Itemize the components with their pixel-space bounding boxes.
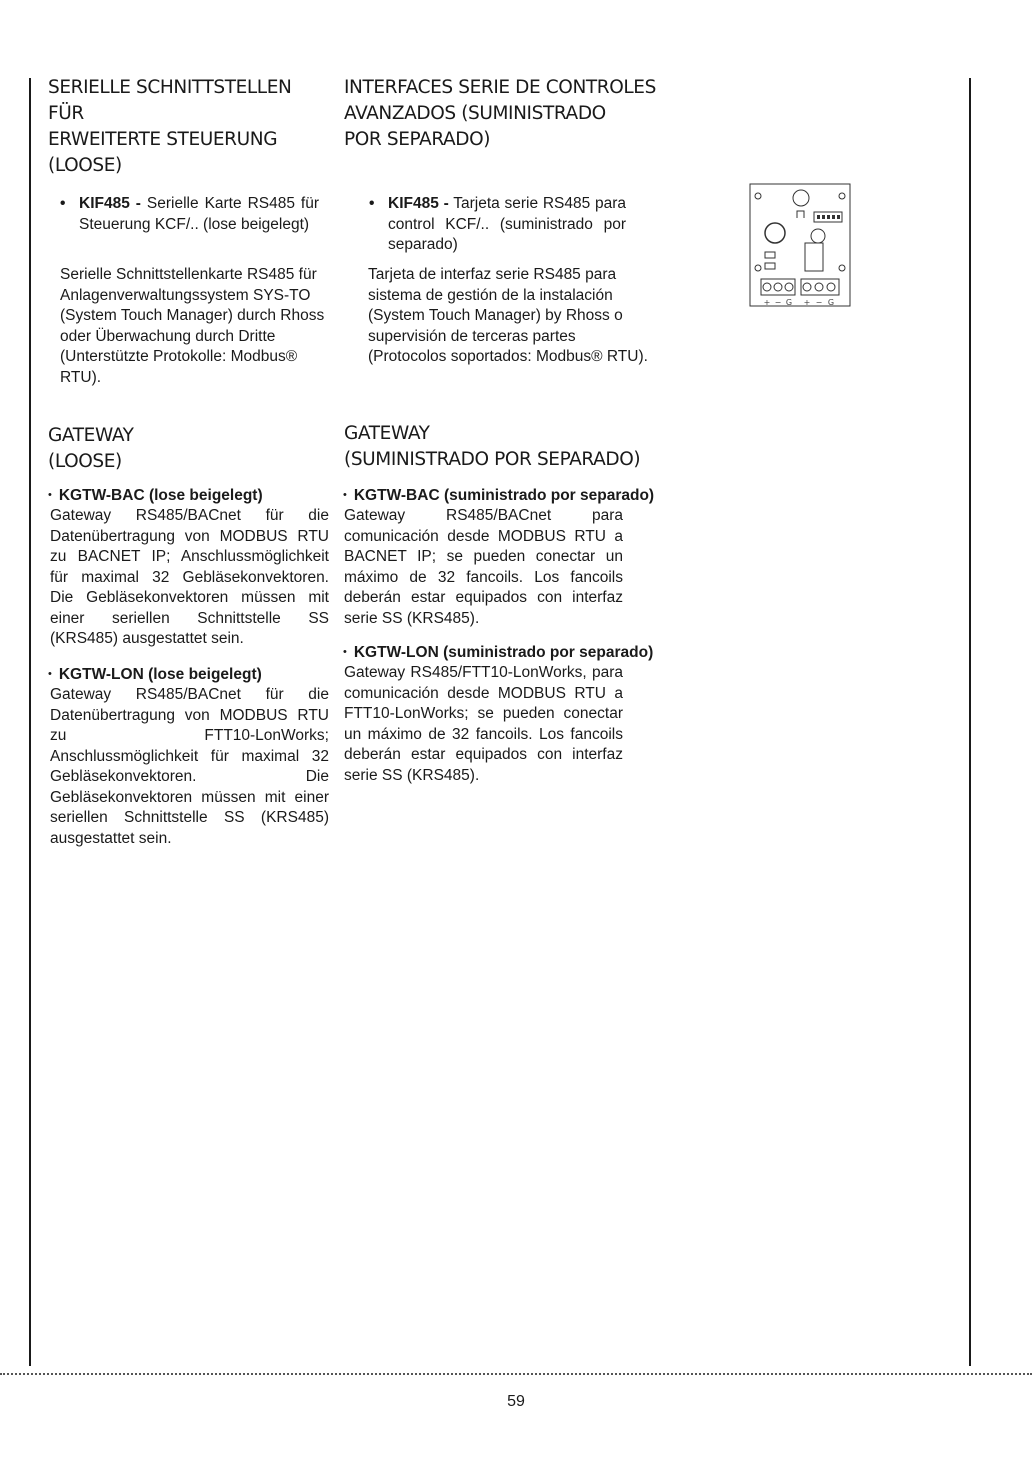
right-border xyxy=(969,78,971,1366)
bullet-icon: • xyxy=(343,646,347,658)
header-pin xyxy=(817,215,820,219)
de-kif485-item xyxy=(60,194,320,235)
es-gateway-heading: GATEWAY (SUMINISTRADO POR SEPARADO) xyxy=(344,423,641,470)
bullet-icon: • xyxy=(48,489,52,501)
de-kif485-description: Serielle Schnittstellenkarte RS485 für Anlagenverwaltungssystem SYS-TO (System Touch Manager) durch Rhoss oder Überwachung durch Dritte (Unterstützte Protokolle: Modbus® RTU). xyxy=(60,266,325,386)
board-component xyxy=(811,229,825,243)
board-component xyxy=(765,252,775,258)
bullet-icon: • xyxy=(60,195,66,212)
header-pin xyxy=(822,215,825,219)
de-kgtw-bac-title: • KGTW-BAC (lose beigelegt) xyxy=(48,487,263,504)
ic-chip xyxy=(805,243,823,271)
de-kgtw-lon-text: Gateway RS485/BACnet für die Datenübertragung von MODBUS RTU zu FTT10-LonWorks; Anschlussmöglichkeit für maximal 32 Gebläsekonvektoren. Die Gebläsekonvektoren müssen mit einer seriellen Schnittstelle SS (KRS485) ausgestattet sein. xyxy=(50,686,329,847)
terminal-screw xyxy=(763,283,771,291)
es-section-heading: INTERFACES SERIE DE CONTROLES AVANZADOS (SUMINISTRADO POR SEPARADO) xyxy=(344,77,656,150)
header-pin xyxy=(827,215,830,219)
es-kif485-text: Tarjeta serie RS485 para control KCF/.. (suministrado por separado) xyxy=(388,195,626,253)
header-pin xyxy=(837,215,840,219)
es-kif485-code: KIF485 - xyxy=(388,195,449,212)
terminal-label: − xyxy=(774,298,782,307)
mounting-hole xyxy=(839,193,845,199)
terminal-label: + xyxy=(763,298,771,307)
terminal-screw xyxy=(815,283,823,291)
terminal-label: G xyxy=(785,298,793,307)
kif485-board-illustration xyxy=(749,183,851,307)
mounting-hole xyxy=(755,265,761,271)
terminal-screw xyxy=(785,283,793,291)
de-kif485-text: Serielle Karte RS485 für Steuerung KCF/.. (lose beigelegt) xyxy=(79,195,320,233)
es-kif485-description: Tarjeta de interfaz serie RS485 para sistema de gestión de la instalación (System Touch Manager) by Rhoss o supervisión de terceras partes (Protocolos soportados: Modbus® RTU). xyxy=(368,266,648,365)
de-gateway-heading: GATEWAY (LOOSE) xyxy=(48,425,134,472)
board-component xyxy=(765,223,785,243)
header-pin xyxy=(832,215,835,219)
es-kgtw-bac-title: • KGTW-BAC (suministrado por separado) xyxy=(343,487,655,504)
bullet-icon: • xyxy=(343,489,347,501)
footer-divider xyxy=(0,1373,1032,1375)
bullet-icon: • xyxy=(48,668,52,680)
board-component xyxy=(765,263,775,269)
terminal-screw xyxy=(803,283,811,291)
es-kgtw-lon-title: • KGTW-LON (suministrado por separado) xyxy=(343,644,654,661)
left-border xyxy=(29,78,31,1366)
de-section-heading: SERIELLE SCHNITTSTELLEN FÜR ERWEITERTE STEUERUNG (LOOSE) xyxy=(48,77,292,176)
de-kgtw-lon-title: • KGTW-LON (lose beigelegt) xyxy=(48,666,262,683)
board-component xyxy=(797,211,804,218)
terminal-block xyxy=(761,279,795,295)
terminal-screw xyxy=(774,283,782,291)
es-kgtw-bac-text: Gateway RS485/BACnet para comunicación desde MODBUS RTU a BACNET IP; se pueden conectar un máximo de 32 fancoils. Los fancoils deberán estar equipados con interfaz serie SS (KRS485). xyxy=(344,507,623,627)
terminal-label: G xyxy=(827,298,835,307)
terminal-block xyxy=(801,279,839,295)
terminal-screw xyxy=(827,283,835,291)
de-kif485-code: KIF485 - xyxy=(79,195,141,212)
terminal-label: − xyxy=(815,298,823,307)
mounting-hole xyxy=(755,193,761,199)
board-component xyxy=(793,190,809,206)
de-kgtw-bac-text: Gateway RS485/BACnet für die Datenübertragung von MODBUS RTU zu BACNET IP; Anschlussmöglichkeit für maximal 32 Gebläsekonvektoren. Die Gebläsekonvektoren müssen mit einer seriellen Schnittstelle SS (KRS485) ausgestattet sein. xyxy=(50,507,329,647)
page-number: 59 xyxy=(507,1393,525,1410)
terminal-label: + xyxy=(803,298,811,307)
es-kgtw-lon-text: Gateway RS485/FTT10-LonWorks, para comunicación desde MODBUS RTU a FTT10-LonWorks; se pueden conectar un máximo de 32 fancoils. Los fancoils deberán estar equipados con interfaz serie SS (KRS485). xyxy=(344,664,623,784)
mounting-hole xyxy=(839,265,845,271)
es-kif485-item xyxy=(369,194,626,256)
bullet-icon: • xyxy=(369,195,375,212)
